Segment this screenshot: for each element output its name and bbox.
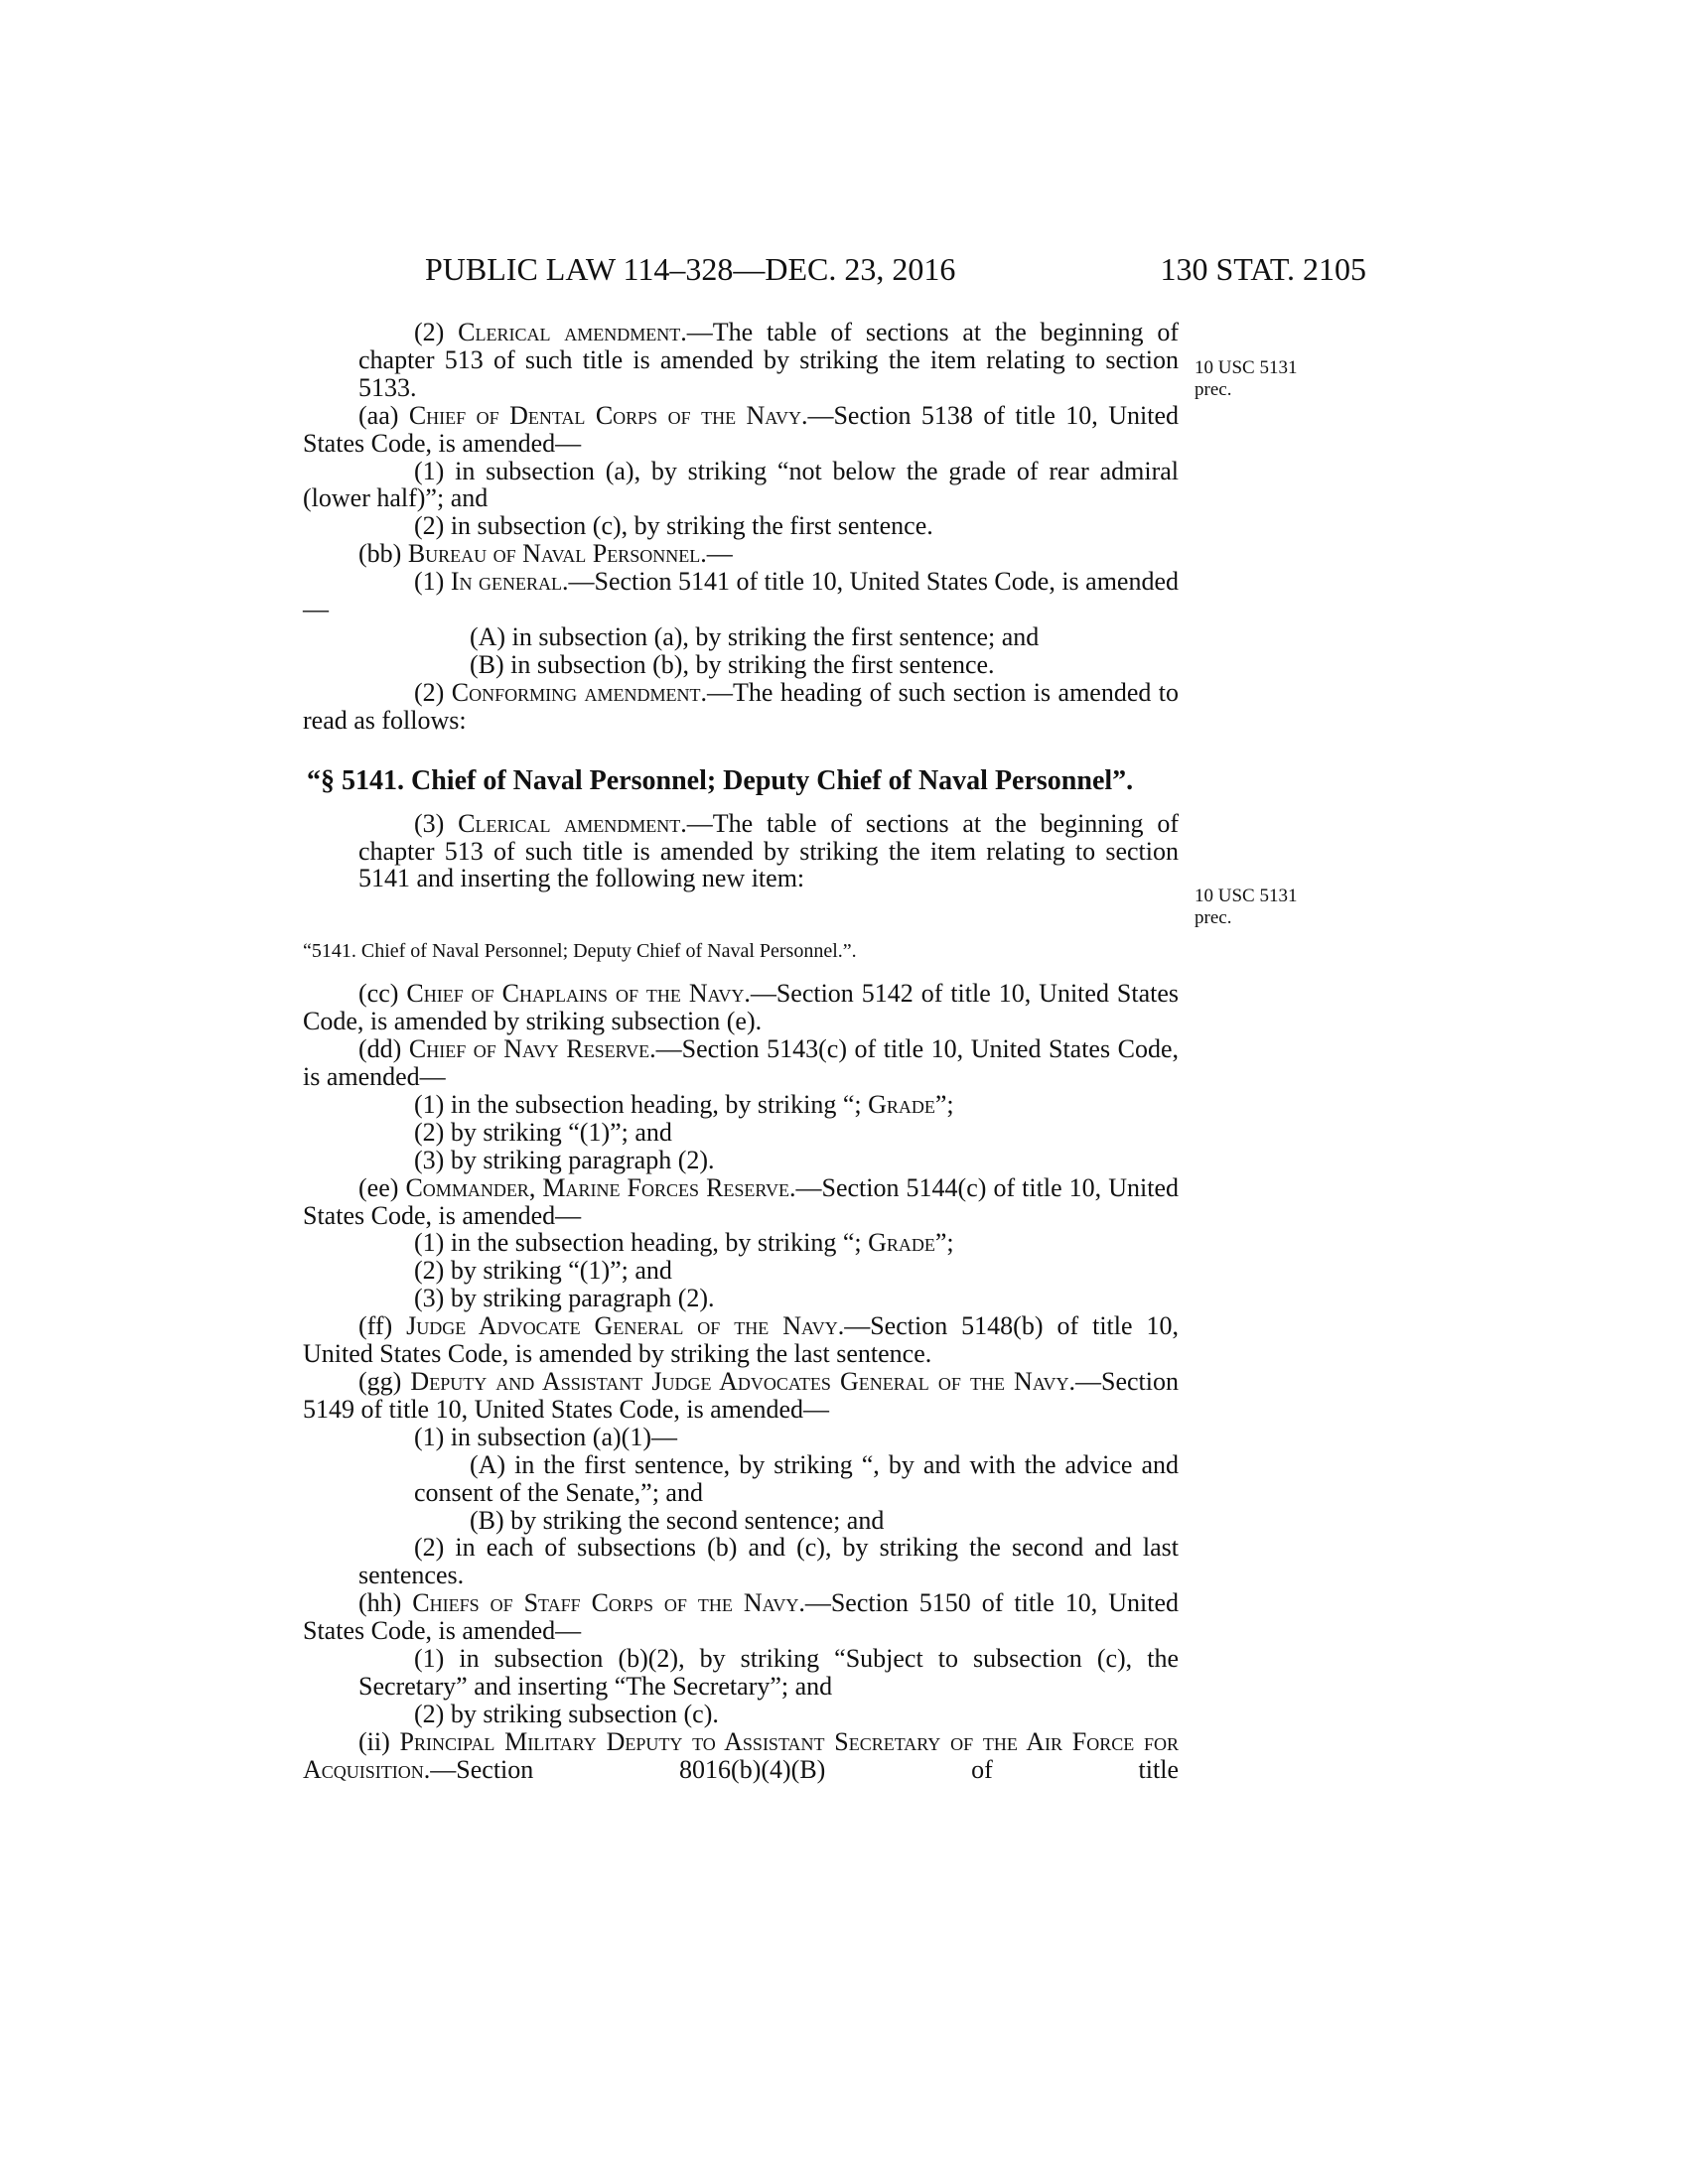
section-heading: “§ 5141. Chief of Naval Personnel; Deputy Chief of Naval Personnel”. <box>307 764 1134 796</box>
margin-note-2 <box>1195 886 1334 929</box>
paragraph-aa-1: (1) in subsection (a), by striking “not below the grade of rear admiral (lower half)”; and <box>303 456 1179 513</box>
paragraph-gg-1-A: (A) in the first sentence, by striking “, by and with the advice and consent of the Senate,”; and <box>414 1449 1179 1507</box>
paragraph-2-clerical: (2) Clerical amendment.—The table of sections at the beginning of chapter 513 of such title is amended by striking the item relating to section 5133. <box>358 318 1180 402</box>
document-body <box>303 319 1179 1784</box>
margin-note-1-line1: 10 USC 5131 <box>1195 357 1298 378</box>
margin-note-1 <box>1195 357 1334 401</box>
margin-note-1-line2: prec. <box>1195 379 1232 400</box>
paragraph-ee-2: (2) by striking “(1)”; and <box>414 1256 672 1286</box>
paragraph-bb: (bb) Bureau of Naval Personnel.— <box>358 539 733 569</box>
paragraph-dd: (dd) Chief of Navy Reserve.—Section 5143(c) of title 10, United States Code, is amended— <box>303 1034 1179 1092</box>
paragraph-ee: (ee) Commander, Marine Forces Reserve.—Section 5144(c) of title 10, United States Code, is amended— <box>303 1172 1180 1230</box>
paragraph-hh-2: (2) by striking subsection (c). <box>414 1699 719 1728</box>
paragraph-bb-1-A: (A) in subsection (a), by striking the first sentence; and <box>470 621 1040 651</box>
paragraph-bb-3: (3) Clerical amendment.—The table of sections at the beginning of chapter 513 of such title is amended by striking the item relating to section 5141 and inserting the following new item: <box>358 808 1180 893</box>
paragraph-aa: (aa) Chief of Dental Corps of the Navy.—Section 5138 of title 10, United States Code, is amended— <box>303 400 1179 458</box>
paragraph-gg-2: (2) in each of subsections (b) and (c), by striking the second and last sentences. <box>358 1533 1179 1590</box>
new-table-item: “5141. Chief of Naval Personnel; Deputy Chief of Naval Personnel.”. <box>303 940 857 963</box>
paragraph-cc: (cc) Chief of Chaplains of the Navy.—Section 5142 of title 10, United States Code, is amended by striking subsection (e). <box>303 979 1180 1036</box>
paragraph-hh: (hh) Chiefs of Staff Corps of the Navy.—Section 5150 of title 10, United States Code, is amended— <box>303 1588 1180 1646</box>
paragraph-bb-1-B: (B) in subsection (b), by striking the first sentence. <box>470 649 995 679</box>
paragraph-aa-2: (2) in subsection (c), by striking the first sentence. <box>414 511 933 541</box>
paragraph-dd-2: (2) by striking “(1)”; and <box>414 1117 672 1147</box>
margin-note-2-line1: 10 USC 5131 <box>1195 886 1298 906</box>
paragraph-ff: (ff) Judge Advocate General of the Navy.—Section 5148(b) of title 10, United States Code, is amended by striking the last sentence. <box>303 1311 1179 1369</box>
margin-note-2-line2: prec. <box>1195 907 1232 928</box>
paragraph-dd-1: (1) in the subsection heading, by striking “; Grade”; <box>414 1089 954 1119</box>
paragraph-bb-1: (1) In general.—Section 5141 of title 10, United States Code, is amended— <box>303 567 1180 624</box>
paragraph-bb-2: (2) Conforming amendment.—The heading of such section is amended to read as follows: <box>303 677 1180 735</box>
paragraph-gg: (gg) Deputy and Assistant Judge Advocates General of the Navy.—Section 5149 of title 10, United States Code, is amended— <box>303 1367 1179 1424</box>
paragraph-ii: (ii) Principal Military Deputy to Assistant Secretary of the Air Force for Acquisition.—Section 8016(b)(4)(B) of title <box>303 1726 1180 1784</box>
paragraph-gg-1-B: (B) by striking the second sentence; and <box>470 1505 885 1535</box>
paragraph-dd-3: (3) by striking paragraph (2). <box>414 1145 715 1174</box>
paragraph-ee-1: (1) in the subsection heading, by striking “; Grade”; <box>414 1228 954 1258</box>
page-header-stat: 130 STAT. 2105 <box>1160 251 1366 287</box>
paragraph-ee-3: (3) by striking paragraph (2). <box>414 1284 715 1313</box>
page-header-title: PUBLIC LAW 114–328—DEC. 23, 2016 <box>425 251 956 287</box>
paragraph-gg-1: (1) in subsection (a)(1)— <box>414 1422 677 1451</box>
paragraph-hh-1: (1) in subsection (b)(2), by striking “Subject to subsection (c), the Secretary” and inserting “The Secretary”; and <box>358 1644 1179 1701</box>
